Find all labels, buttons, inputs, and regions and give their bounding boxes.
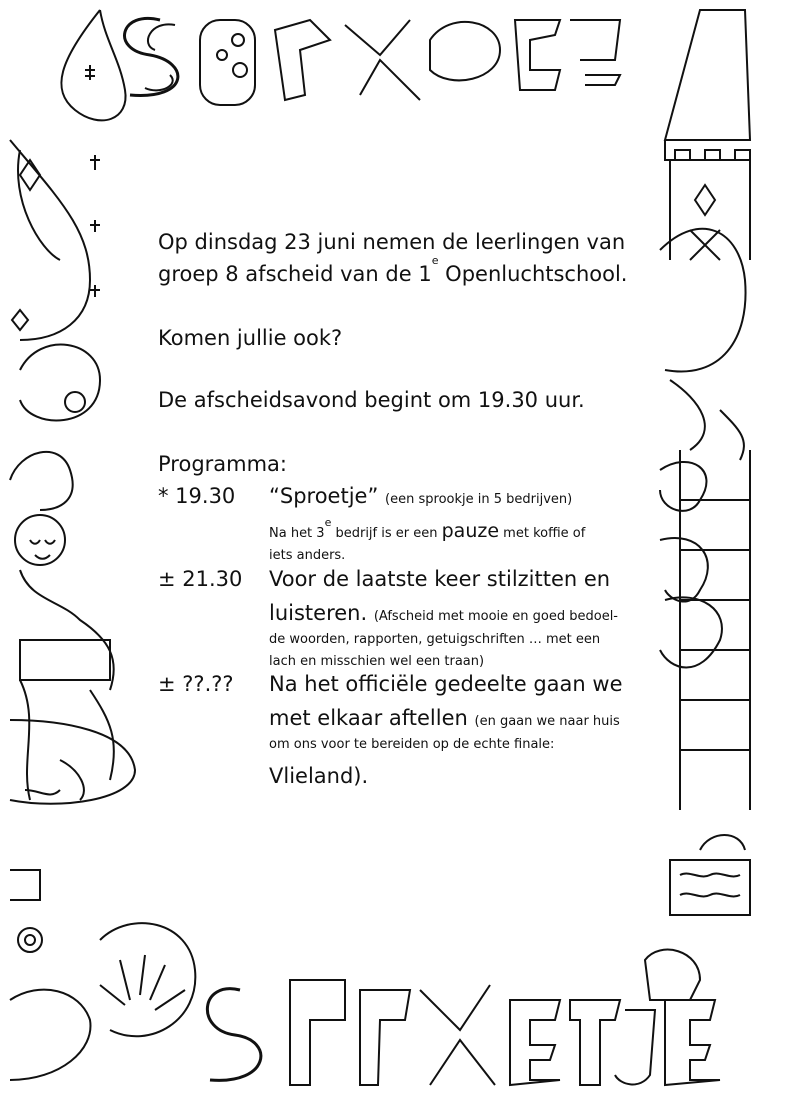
program-item-title: “Sproetje” xyxy=(269,484,379,508)
invite-line-2 xyxy=(158,254,628,290)
program-item-description xyxy=(269,563,649,673)
bottom-left-drawing xyxy=(10,870,195,1080)
invitation-body xyxy=(158,226,628,290)
invite-line-2-text: groep 8 afscheid van de 1 xyxy=(158,262,432,286)
program-item-time: * 19.30 xyxy=(158,484,236,508)
program-heading: Programma: xyxy=(158,452,288,476)
program-item-description xyxy=(269,668,649,792)
program-item-note-3: lach en misschien wel een traan) xyxy=(269,654,485,669)
program-item-line-2-text: luisteren. xyxy=(269,601,368,625)
program-item-2 xyxy=(158,563,638,673)
note-text: Na het 3 xyxy=(269,526,325,541)
program-item-line-1: Na het officiële gedeelte gaan we xyxy=(269,672,623,696)
left-domes-drawing xyxy=(10,10,126,420)
note-superscript: e xyxy=(324,516,332,529)
program-item-1 xyxy=(158,480,638,570)
program-item-title-note: (een sprookje in 5 bedrijven) xyxy=(385,492,573,507)
program-item-title-line xyxy=(269,480,649,512)
program-item-note-line-2: iets anders. xyxy=(269,548,346,563)
genie-figure-drawing xyxy=(10,452,135,804)
program-item-line-2 xyxy=(269,702,649,734)
program-item-time: ± ??.?? xyxy=(158,672,234,696)
program-item-3 xyxy=(158,668,638,798)
program-item-note-1: (Afscheid met mooie en goed bedoel- xyxy=(373,609,618,624)
program-item-line-1: Voor de laatste keer stilzitten en xyxy=(269,567,611,591)
program-item-note-2: de woorden, rapporten, getuigschriften … met een xyxy=(269,632,601,647)
bottom-title-lettering xyxy=(207,950,720,1085)
note-text-mid: bedrijf is er een xyxy=(331,526,442,541)
top-title-lettering xyxy=(125,18,620,105)
ordinal-superscript: e xyxy=(431,254,439,267)
invite-question: Komen jullie ook? xyxy=(158,326,343,350)
program-item-note xyxy=(269,516,649,545)
program-item-note-2: om ons voor te bereiden op de echte finale: xyxy=(269,737,555,752)
program-item-description xyxy=(269,480,649,567)
invite-start-time: De afscheidsavond begint om 19.30 uur. xyxy=(158,388,585,412)
program-item-line-3: Vlieland). xyxy=(269,764,369,788)
program-item-line-2 xyxy=(269,597,649,629)
invite-line-1: Op dinsdag 23 juni nemen de leerlingen van xyxy=(158,230,626,254)
note-pauze-word: pauze xyxy=(441,520,500,542)
program-item-note-1: (en gaan we naar huis xyxy=(474,714,620,729)
program-item-line-2-text: met elkaar aftellen xyxy=(269,706,468,730)
note-text-end: met koffie of xyxy=(499,526,586,541)
program-item-time: ± 21.30 xyxy=(158,567,243,591)
invite-line-2-end: Openluchtschool. xyxy=(438,262,628,286)
right-tower-drawing xyxy=(660,10,750,915)
